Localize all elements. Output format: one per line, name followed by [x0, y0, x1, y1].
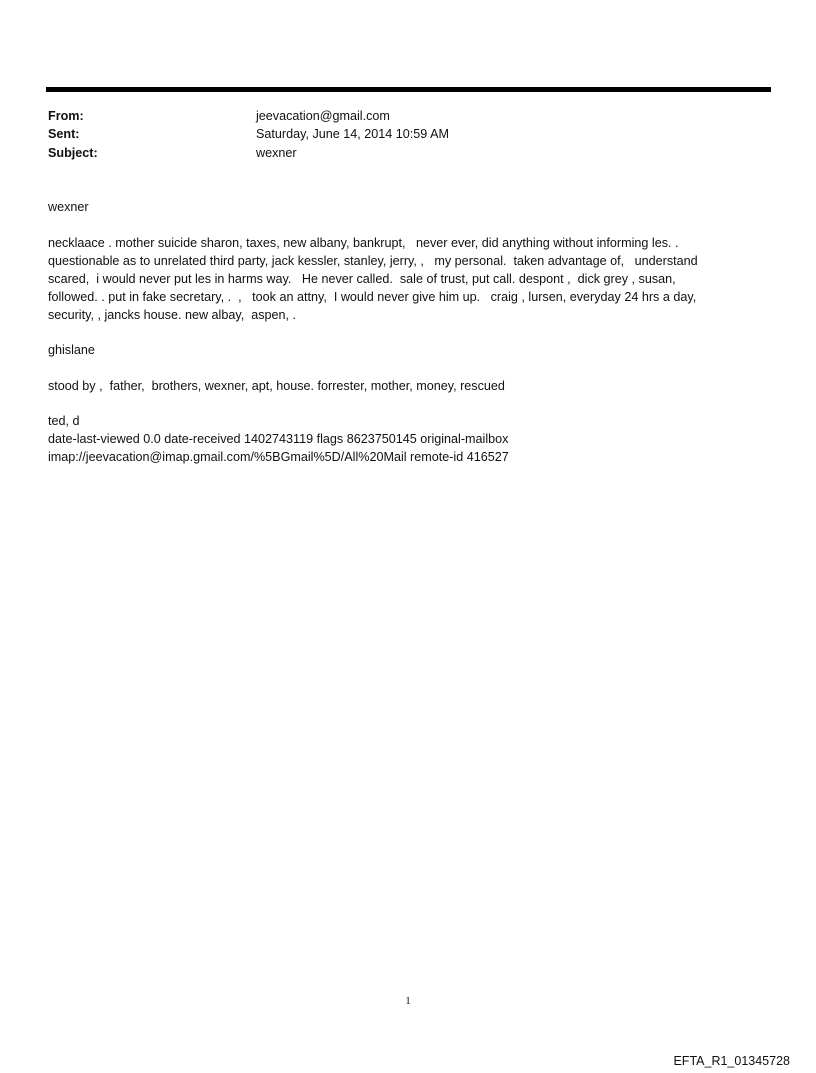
document-id-stamp: EFTA_R1_01345728 — [673, 1054, 790, 1068]
body-line: scared, i would never put les in harms way. He never called. sale of trust, put call. despont , dick grey , susan, — [48, 272, 676, 286]
from-row — [48, 107, 748, 125]
body-line: security, , jancks house. new albay, aspen, . — [48, 308, 297, 322]
subject-value: wexner — [256, 146, 297, 160]
body-paragraph-4 — [48, 377, 763, 395]
body-line: stood by , father, brothers, wexner, apt, house. forrester, mother, money, rescued — [48, 379, 505, 393]
body-line: wexner — [48, 200, 89, 214]
body-line: questionable as to unrelated third party, jack kessler, stanley, jerry, , my personal. taken advantage of, understand — [48, 254, 698, 268]
body-line: date-last-viewed 0.0 date-received 1402743119 flags 8623750145 original-mailbox — [48, 432, 509, 446]
from-value: jeevacation@gmail.com — [256, 109, 390, 123]
subject-label: Subject: — [48, 146, 98, 160]
sent-row — [48, 125, 748, 143]
sent-value: Saturday, June 14, 2014 10:59 AM — [256, 127, 450, 141]
page-number: 1 — [405, 995, 411, 1007]
body-paragraph-5 — [48, 412, 763, 466]
subject-row — [48, 144, 748, 162]
sent-label: Sent: — [48, 127, 80, 141]
body-paragraph-3 — [48, 341, 763, 359]
body-paragraph-1 — [48, 198, 763, 216]
body-paragraph-2 — [48, 234, 763, 324]
from-label: From: — [48, 109, 84, 123]
body-line: necklaace . mother suicide sharon, taxes, new albany, bankrupt, never ever, did anything without informing les. . — [48, 236, 679, 250]
body-line: ghislane — [48, 343, 95, 357]
body-line: imap://jeevacation@imap.gmail.com/%5BGmail%5D/All%20Mail remote-id 416527 — [48, 450, 509, 464]
header-rule — [46, 87, 771, 92]
body-line: followed. . put in fake secretary, . , took an attny, I would never give him up. craig , lursen, everyday 24 hrs a day, — [48, 290, 697, 304]
body-line: ted, d — [48, 414, 80, 428]
